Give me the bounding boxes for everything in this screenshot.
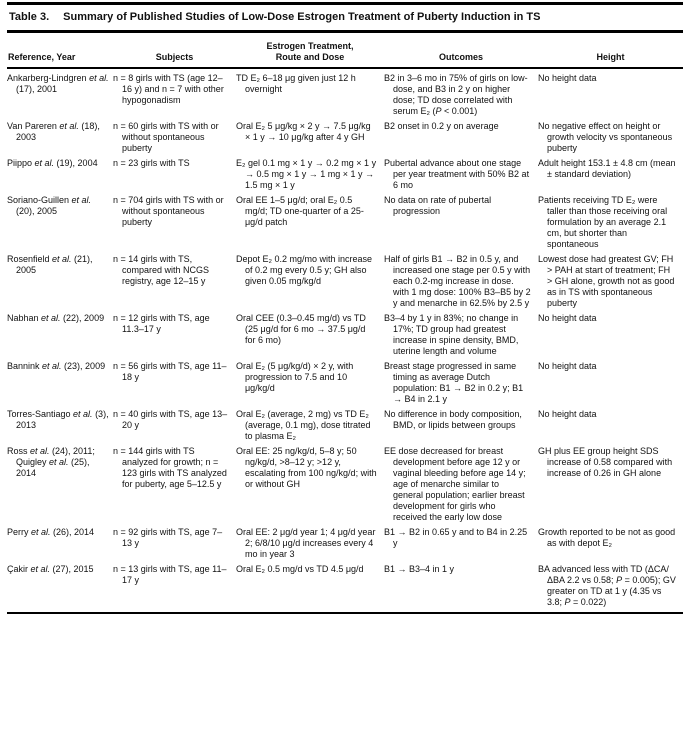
cell-treatment: Oral E₂ 0.5 mg/d vs TD 4.5 μg/d [236, 564, 364, 574]
cell-outcomes: No difference in body composition, BMD, or lipids between groups [384, 409, 522, 430]
cell-outcomes: B1 → B3–4 in 1 y [384, 564, 455, 574]
cell-subjects: n = 12 girls with TS, age 11.3–17 y [113, 313, 210, 334]
cell-outcomes: B2 in 3–6 mo in 75% of girls on low-dose, and B3 in 2 y on higher dose; TD dose correlated with serum E₂ (P < 0.001) [384, 73, 528, 116]
cell-outcomes: Half of girls B1 → B2 in 0.5 y, and increased one stage per 0.5 y with each 0.2-mg increase in dose. with 1 mg dose: 100% B3–B5 by 2 y and menarche in 62.5% by 2.5 y [384, 254, 531, 308]
cell-height: Adult height 153.1 ± 4.8 cm (mean ± standard deviation) [538, 158, 676, 179]
cell-height: No height data [538, 73, 597, 83]
cell-treatment: Depot E₂ 0.2 mg/mo with increase of 0.2 mg every 0.5 y; GH also given 0.05 mg/kg/d [236, 254, 373, 286]
cell-outcomes: Pubertal advance about one stage per year treatment with 50% B2 at 6 mo [384, 158, 530, 190]
study-row [7, 313, 683, 357]
cell-treatment: TD E₂ 6–18 μg given just 12 h overnight [236, 73, 356, 94]
table-bottom-rule [7, 612, 683, 618]
cell-height: No height data [538, 409, 597, 419]
header-subjects: Subjects [155, 51, 194, 62]
header-outcomes: Outcomes [438, 51, 483, 62]
cell-reference: Nabhan et al. (22), 2009 [7, 313, 105, 323]
cell-height: GH plus EE group height SDS increase of 0.58 compared with increase of 0.26 in GH alone [538, 446, 673, 478]
cell-subjects: n = 704 girls with TS with or without spontaneous puberty [113, 195, 224, 227]
header-reference: Reference, Year [8, 51, 76, 62]
cell-subjects: n = 56 girls with TS, age 11–18 y [113, 361, 227, 382]
cell-subjects: n = 60 girls with TS with or without spontaneous puberty [113, 121, 219, 153]
cell-outcomes: B1 → B2 in 0.65 y and to B4 in 2.25 y [384, 527, 528, 548]
cell-reference: Van Pareren et al. (18), 2003 [7, 121, 100, 142]
cell-treatment: E₂ gel 0.1 mg × 1 y → 0.2 mg × 1 y → 0.5 mg × 1 y → 1 mg × 1 y → 1.5 mg × 1 y [236, 158, 377, 190]
cell-outcomes: Breast stage progressed in same timing as average Dutch population: B1 → B2 in 0.2 y; B1 → B4 in 2.1 y [384, 361, 524, 404]
cell-reference: Perry et al. (26), 2014 [7, 527, 95, 537]
study-row [7, 564, 683, 608]
study-row [7, 158, 683, 191]
table-number: Table 3. [9, 11, 50, 23]
cell-reference: Rosenfield et al. (21), 2005 [7, 254, 93, 275]
cell-subjects: n = 144 girls with TS analyzed for growth; n = 123 girls with TS analyzed for puberty, age 5–12.5 y [113, 446, 227, 489]
cell-treatment: Oral EE: 25 ng/kg/d, 5–8 y; 50 ng/kg/d, >8–12 y; >12 y, escalating from 100 ng/kg/d; with or without GH [236, 446, 377, 489]
study-row [7, 121, 683, 154]
table-title: Summary of Published Studies of Low-Dose Estrogen Treatment of Puberty Induction in TS [63, 11, 541, 23]
cell-height: No negative effect on height or growth velocity vs spontaneous puberty [538, 121, 673, 153]
study-row [7, 409, 683, 442]
cell-treatment: Oral EE 1–5 μg/d; oral E₂ 0.5 mg/d; TD one-quarter of a 25-μg/d patch [236, 195, 364, 227]
study-row [7, 527, 683, 560]
cell-outcomes: B2 onset in 0.2 y on average [384, 121, 499, 131]
cell-reference: Ross et al. (24), 2011; Quigley et al. (25), 2014 [7, 446, 95, 478]
cell-outcomes: B3–4 by 1 y in 83%; no change in 17%; TD group had greatest increase in spine density, BMD, uterine length and volume [384, 313, 519, 356]
cell-outcomes: No data on rate of pubertal progression [384, 195, 492, 216]
cell-subjects: n = 40 girls with TS, age 13–20 y [113, 409, 228, 430]
cell-reference: Piippo et al. (19), 2004 [7, 158, 98, 168]
cell-treatment: Oral E₂ (average, 2 mg) vs TD E₂ (average, 0.1 mg), dose titrated to plasma E₂ [236, 409, 371, 441]
study-row [7, 361, 683, 405]
cell-height: Lowest dose had greatest GV; FH > PAH at start of treatment; FH > GH alone, growth not as good as in TS with spontaneous puberty [538, 254, 675, 308]
cell-reference: Torres-Santiago et al. (3), 2013 [7, 409, 109, 430]
table-body [7, 69, 683, 608]
cell-height: Growth reported to be not as good as with depot E₂ [538, 527, 676, 548]
study-row [7, 254, 683, 309]
cell-treatment: Oral EE: 2 μg/d year 1; 4 μg/d year 2; 6/8/10 μg/d increases every 4 mo in year 3 [236, 527, 376, 559]
header-height: Height [596, 51, 625, 62]
paper-table [7, 2, 683, 618]
table-title-bar [7, 2, 683, 33]
cell-height: No height data [538, 361, 597, 371]
cell-reference: Soriano-Guillen et al. (20), 2005 [7, 195, 92, 216]
cell-outcomes: EE dose decreased for breast development before age 12 y or vaginal bleeding before age 14 y; age of menarche similar to general population; earlier breast development for girls who received the early low dose [384, 446, 526, 522]
cell-subjects: n = 92 girls with TS, age 7–13 y [113, 527, 223, 548]
study-row [7, 446, 683, 523]
cell-subjects: n = 14 girls with TS, compared with NCGS registry, age 12–15 y [113, 254, 210, 286]
cell-treatment: Oral E₂ (5 μg/kg/d) × 2 y, with progression to 7.5 and 10 μg/kg/d [236, 361, 354, 393]
cell-subjects: n = 8 girls with TS (age 12–16 y) and n = 7 with other hypogonadism [113, 73, 224, 105]
table-header-row [7, 33, 683, 69]
header-treatment: Estrogen Treatment, Route and Dose [266, 41, 354, 62]
study-row [7, 73, 683, 117]
cell-height: Patients receiving TD E₂ were taller than those receiving oral formulation by an average 2.1 cm, but shorter than spontaneous [538, 195, 668, 249]
cell-height: BA advanced less with TD (ΔCA/ΔBA 2.2 vs 0.58; P = 0.005); GV greater on TD at 1 y (4.35 vs 3.8; P = 0.022) [538, 564, 676, 607]
cell-reference: Ankarberg-Lindgren et al. (17), 2001 [7, 73, 109, 94]
study-row [7, 195, 683, 250]
cell-height: No height data [538, 313, 597, 323]
cell-treatment: Oral CEE (0.3–0.45 mg/d) vs TD (25 μg/d for 6 mo → 37.5 μg/d for 6 mo) [236, 313, 366, 345]
cell-reference: Çakir et al. (27), 2015 [7, 564, 94, 574]
cell-reference: Bannink et al. (23), 2009 [7, 361, 106, 371]
cell-subjects: n = 13 girls with TS, age 11–17 y [113, 564, 227, 585]
cell-subjects: n = 23 girls with TS [113, 158, 190, 168]
cell-treatment: Oral E₂ 5 μg/kg × 2 y → 7.5 μg/kg × 1 y → 10 μg/kg after 4 y GH [236, 121, 371, 142]
